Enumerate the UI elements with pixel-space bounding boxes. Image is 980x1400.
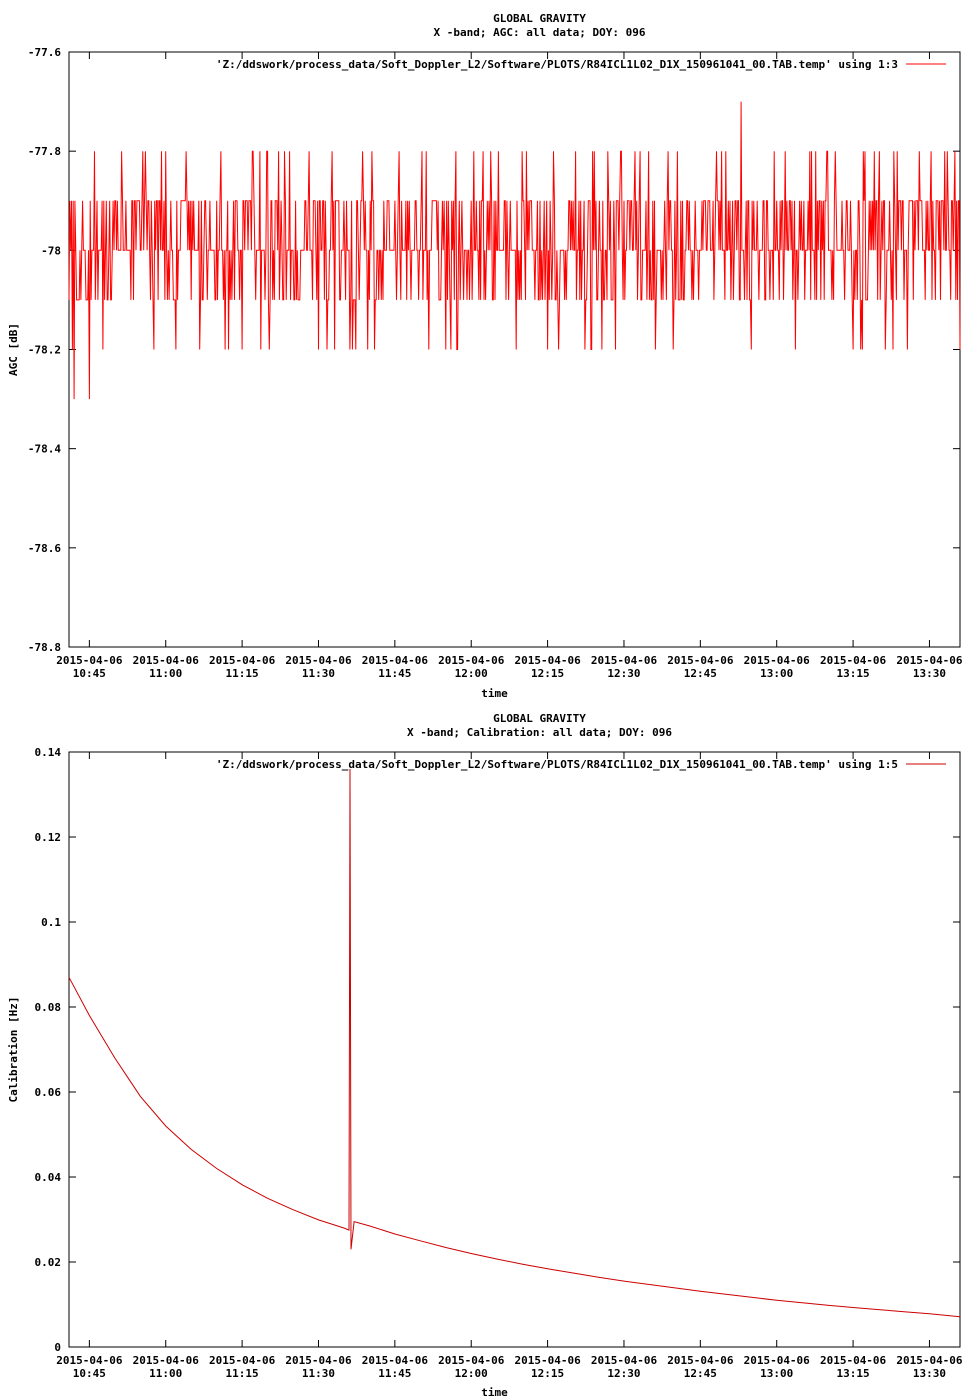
x-tick-label: 12:30 — [607, 1367, 641, 1380]
series-line — [69, 769, 960, 1317]
y-tick-label: -78.8 — [27, 641, 61, 654]
x-tick-date-label: 2015-04-06 — [819, 1354, 887, 1367]
x-tick-label: 11:30 — [301, 1367, 336, 1380]
x-tick-date-label: 2015-04-06 — [896, 654, 963, 667]
y-tick-label: -78.6 — [27, 541, 61, 555]
x-tick-label: 13:15 — [836, 667, 870, 680]
y-tick-label: -78 — [41, 244, 61, 258]
x-tick-label: 13:30 — [912, 1367, 947, 1380]
x-tick-date-label: 2015-04-06 — [208, 654, 276, 667]
x-tick-date-label: 2015-04-06 — [361, 1354, 428, 1367]
y-tick-label: -77.8 — [27, 145, 61, 159]
x-tick-date-label: 2015-04-06 — [438, 654, 505, 667]
y-tick-label: 0.14 — [34, 746, 61, 759]
x-tick-label: 10:45 — [72, 1367, 106, 1380]
y-tick-label: -78.2 — [27, 343, 61, 357]
x-tick-label: 11:30 — [301, 667, 336, 680]
y-tick-label: 0 — [54, 1341, 61, 1354]
x-tick-date-label: 2015-04-06 — [590, 1354, 658, 1367]
x-tick-date-label: 2015-04-06 — [514, 654, 581, 667]
x-tick-date-label: 2015-04-06 — [56, 1354, 123, 1367]
x-tick-date-label: 2015-04-06 — [819, 654, 887, 667]
y-axis-label: AGC [dB] — [7, 323, 20, 376]
x-tick-date-label: 2015-04-06 — [208, 1354, 276, 1367]
x-tick-date-label: 2015-04-06 — [132, 1354, 199, 1367]
x-tick-label: 13:00 — [760, 667, 794, 680]
x-tick-label: 11:00 — [149, 667, 183, 680]
x-tick-label: 12:15 — [531, 667, 565, 680]
chart-subtitle: X -band; Calibration: all data; DOY: 096 — [407, 726, 672, 739]
x-tick-date-label: 2015-04-06 — [285, 1354, 352, 1367]
x-tick-label: 12:00 — [454, 1367, 488, 1380]
x-tick-date-label: 2015-04-06 — [285, 654, 352, 667]
plot-frame — [69, 752, 960, 1347]
legend-label: 'Z:/ddswork/process_data/Soft_Doppler_L2/Software/PLOTS/R84ICL1L02_D1X_150961041_00.TAB.temp' using 1:5 — [215, 758, 898, 771]
y-tick-label: 0.06 — [34, 1086, 61, 1099]
plot-frame — [69, 52, 960, 647]
x-axis-label: time — [481, 687, 508, 700]
x-tick-label: 12:00 — [454, 667, 488, 680]
x-tick-date-label: 2015-04-06 — [743, 654, 810, 667]
y-tick-label: 0.08 — [34, 1001, 61, 1014]
y-tick-label: -77.6 — [27, 46, 61, 59]
series-line — [69, 102, 960, 400]
y-tick-label: -78.4 — [27, 442, 61, 456]
x-tick-label: 13:30 — [912, 667, 947, 680]
x-tick-date-label: 2015-04-06 — [743, 1354, 810, 1367]
x-tick-date-label: 2015-04-06 — [590, 654, 658, 667]
x-tick-label: 11:45 — [378, 667, 412, 680]
x-tick-date-label: 2015-04-06 — [514, 1354, 581, 1367]
x-tick-date-label: 2015-04-06 — [361, 654, 428, 667]
x-tick-label: 12:30 — [607, 667, 641, 680]
x-tick-date-label: 2015-04-06 — [132, 654, 199, 667]
x-tick-date-label: 2015-04-06 — [438, 1354, 505, 1367]
x-tick-date-label: 2015-04-06 — [896, 1354, 963, 1367]
y-tick-label: 0.12 — [34, 831, 61, 844]
x-tick-label: 13:15 — [836, 1367, 870, 1380]
x-tick-label: 12:15 — [531, 1367, 565, 1380]
x-tick-date-label: 2015-04-06 — [667, 1354, 734, 1367]
legend-label: 'Z:/ddswork/process_data/Soft_Doppler_L2/Software/PLOTS/R84ICL1L02_D1X_150961041_00.TAB.temp' using 1:3 — [215, 58, 898, 71]
x-tick-label: 10:45 — [72, 667, 106, 680]
chart-subtitle: X -band; AGC: all data; DOY: 096 — [433, 26, 646, 39]
x-tick-label: 12:45 — [683, 1367, 717, 1380]
x-tick-label: 11:15 — [225, 667, 259, 680]
chart-title: GLOBAL GRAVITY — [493, 712, 586, 725]
y-tick-label: 0.1 — [41, 916, 61, 929]
x-axis-label: time — [481, 1386, 508, 1399]
x-tick-date-label: 2015-04-06 — [56, 654, 123, 667]
y-tick-label: 0.02 — [34, 1256, 61, 1269]
x-tick-label: 13:00 — [760, 1367, 794, 1380]
x-tick-label: 11:15 — [225, 1367, 259, 1380]
y-axis-label: Calibration [Hz] — [7, 996, 20, 1103]
y-tick-label: 0.04 — [34, 1171, 61, 1184]
x-tick-label: 11:45 — [378, 1367, 412, 1380]
x-tick-label: 11:00 — [149, 1367, 183, 1380]
chart-title: GLOBAL GRAVITY — [493, 12, 586, 25]
x-tick-date-label: 2015-04-06 — [667, 654, 734, 667]
x-tick-label: 12:45 — [683, 667, 717, 680]
